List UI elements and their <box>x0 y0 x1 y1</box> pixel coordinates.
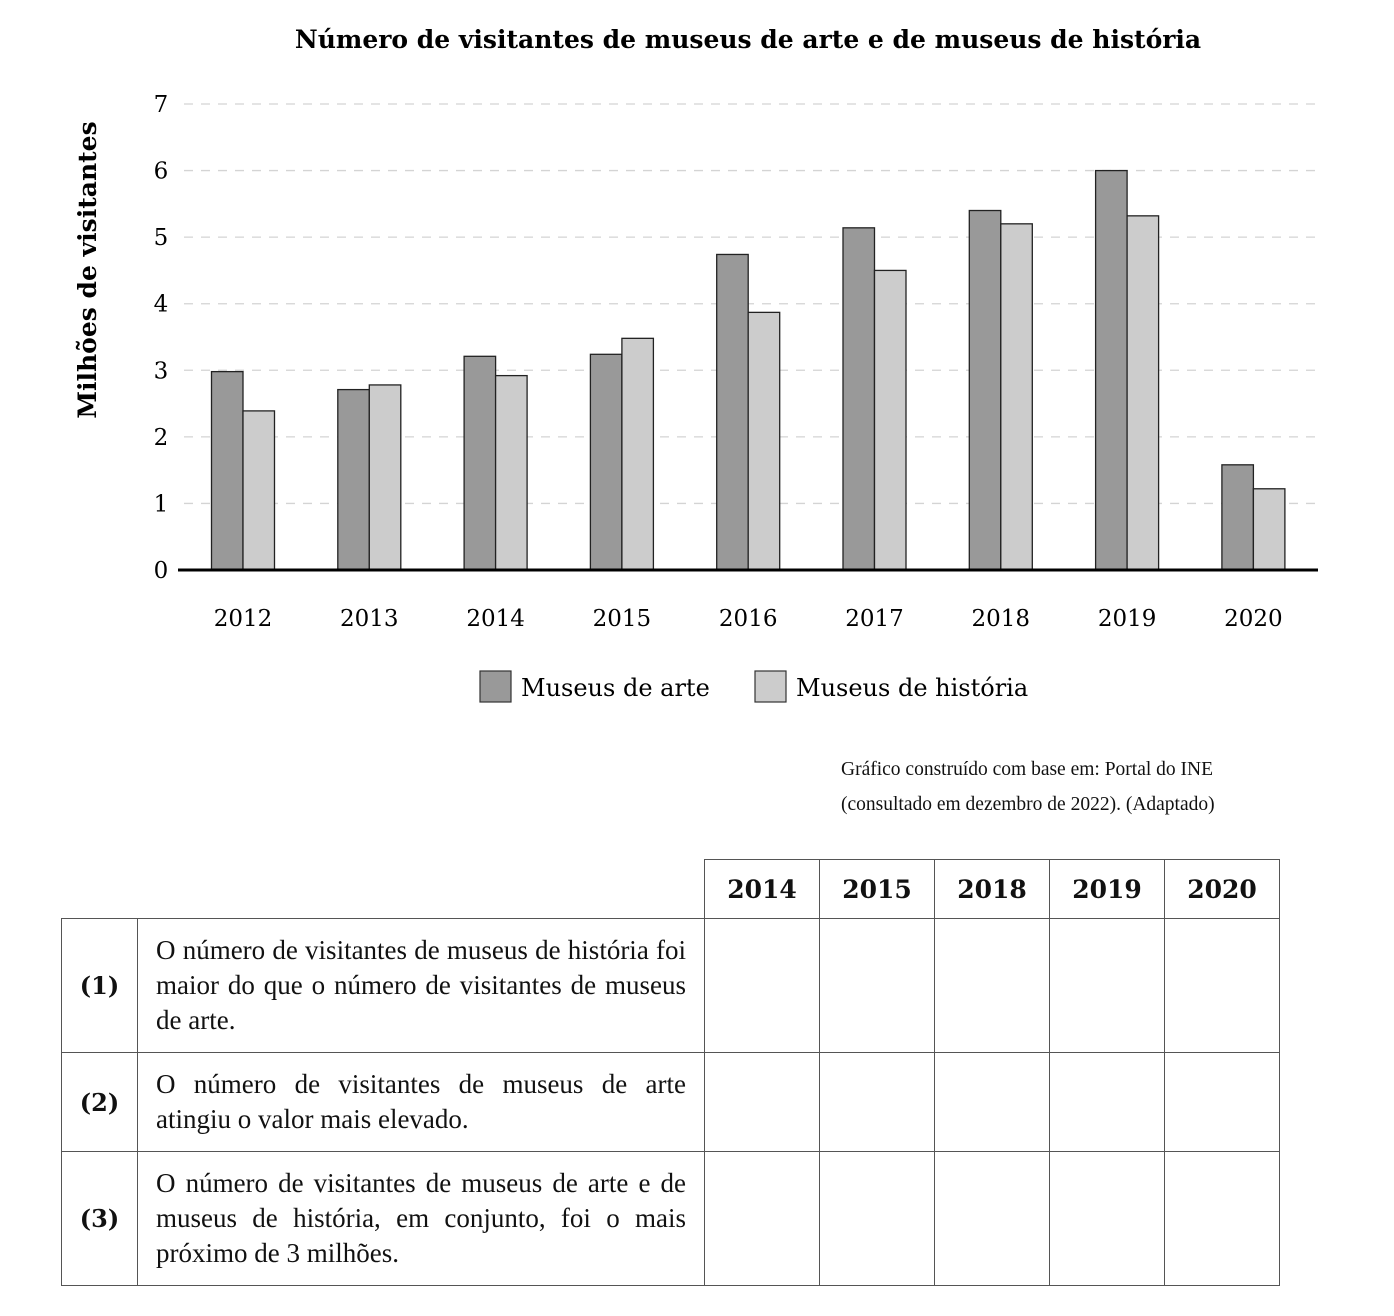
x-tick-label: 2020 <box>1224 606 1283 632</box>
legend-label-arte: Museus de arte <box>521 674 710 702</box>
answer-cell[interactable] <box>820 919 935 1053</box>
source-note <box>841 752 1215 822</box>
x-tick-label: 2013 <box>340 606 399 632</box>
bar-historia-2012 <box>243 411 275 570</box>
bar-arte-2017 <box>843 228 875 570</box>
legend-swatch-arte <box>480 671 511 702</box>
row-number: (2) <box>62 1053 138 1152</box>
row-statement: O número de visitantes de museus de arte atingiu o valor mais elevado. <box>138 1053 705 1152</box>
bar-historia-2020 <box>1253 489 1285 570</box>
row-statement: O número de visitantes de museus de arte e de museus de história, em conjunto, foi o mais próximo de 3 milhões. <box>138 1152 705 1286</box>
bar-arte-2015 <box>590 354 622 570</box>
bar-arte-2019 <box>1096 171 1128 570</box>
answer-cell[interactable] <box>1165 919 1280 1053</box>
y-tick-label: 6 <box>153 158 169 185</box>
x-tick-label: 2019 <box>1097 606 1157 632</box>
bar-arte-2012 <box>212 372 244 570</box>
bar-arte-2016 <box>717 254 749 570</box>
legend <box>480 671 1028 702</box>
chart-title: Número de visitantes de museus de arte e de museus de história <box>294 25 1202 54</box>
x-tick-label: 2017 <box>845 606 904 632</box>
answer-cell[interactable] <box>935 1152 1050 1286</box>
answer-cell[interactable] <box>705 1053 820 1152</box>
y-tick-label: 1 <box>153 491 169 518</box>
bar-historia-2018 <box>1001 224 1033 570</box>
answer-cell[interactable] <box>935 919 1050 1053</box>
y-tick-label: 3 <box>153 358 169 385</box>
bar-arte-2013 <box>338 390 370 570</box>
answer-cell[interactable] <box>820 1053 935 1152</box>
row-statement: O número de visitantes de museus de história foi maior do que o número de visitantes de museus de arte. <box>138 919 705 1053</box>
x-tick-labels <box>214 606 1283 632</box>
answer-cell[interactable] <box>1050 1152 1165 1286</box>
source-line-1: Gráfico construído com base em: Portal do INE <box>841 759 1214 780</box>
bar-arte-2014 <box>464 356 496 570</box>
legend-swatch-historia <box>755 671 786 702</box>
answer-cell[interactable] <box>935 1053 1050 1152</box>
answer-cell[interactable] <box>1165 1053 1280 1152</box>
header-blank <box>62 860 705 919</box>
y-tick-labels <box>154 92 169 584</box>
source-line-2: (consultado em dezembro de 2022). (Adaptado) <box>841 794 1215 815</box>
col-header: 2015 <box>820 860 935 919</box>
bar-historia-2017 <box>875 270 907 570</box>
bar-arte-2018 <box>969 211 1001 570</box>
bar-historia-2016 <box>748 312 780 570</box>
table-header-row <box>62 860 1280 919</box>
x-tick-label: 2015 <box>592 606 652 632</box>
y-tick-label: 7 <box>153 92 169 118</box>
answer-cell[interactable] <box>705 1152 820 1286</box>
row-number: (3) <box>62 1152 138 1286</box>
answer-cell[interactable] <box>1050 919 1165 1053</box>
col-header: 2019 <box>1050 860 1165 919</box>
col-header: 2014 <box>705 860 820 919</box>
bar-historia-2013 <box>369 385 401 570</box>
answer-cell[interactable] <box>1165 1152 1280 1286</box>
col-header: 2020 <box>1165 860 1280 919</box>
bar-historia-2019 <box>1127 216 1159 570</box>
table-row <box>62 919 1280 1053</box>
bar-historia-2014 <box>496 376 527 570</box>
bar-historia-2015 <box>622 338 654 570</box>
answer-cell[interactable] <box>820 1152 935 1286</box>
answer-cell[interactable] <box>705 919 820 1053</box>
y-axis-label: Milhões de visitantes <box>73 121 102 419</box>
x-tick-label: 2014 <box>466 606 525 632</box>
y-tick-label: 2 <box>153 424 169 451</box>
x-tick-label: 2016 <box>718 606 778 632</box>
table-row <box>62 1053 1280 1152</box>
y-tick-label: 4 <box>153 291 169 318</box>
col-header: 2018 <box>935 860 1050 919</box>
row-number: (1) <box>62 919 138 1053</box>
y-tick-label: 5 <box>153 225 169 252</box>
x-tick-label: 2012 <box>213 606 273 632</box>
x-tick-label: 2018 <box>971 606 1031 632</box>
question-table <box>61 859 1280 1286</box>
bar-arte-2020 <box>1222 465 1254 570</box>
table-row <box>62 1152 1280 1286</box>
legend-label-historia: Museus de história <box>796 674 1029 702</box>
answer-cell[interactable] <box>1050 1053 1165 1152</box>
y-tick-label: 0 <box>153 558 169 584</box>
